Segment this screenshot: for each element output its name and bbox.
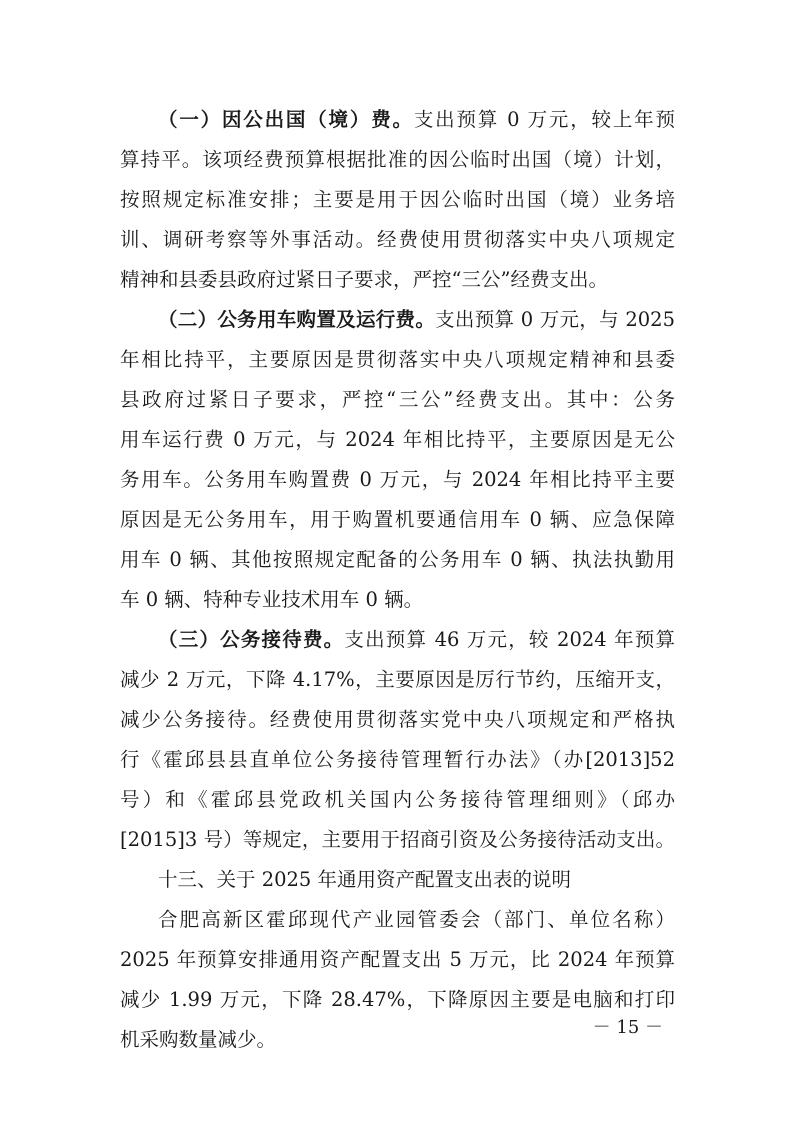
paragraph-line: [2015]3 号）等规定，主要用于招商引资及公务接待活动支出。 bbox=[120, 828, 675, 851]
subheading: （一）因公出国（境）费。 bbox=[158, 108, 414, 131]
paragraph-line: 减少 2 万元，下降 4.17%，主要原因是厉行节约，压缩开支， bbox=[120, 668, 675, 691]
paragraph-line: 机采购数量减少。 bbox=[120, 1028, 277, 1051]
paragraph-text: 支出预算 0 万元，与 2025 bbox=[435, 308, 675, 331]
paragraph-line: 减少公务接待。经费使用贯彻落实党中央八项规定和严格执 bbox=[120, 708, 675, 731]
paragraph-line: 号）和《霍邱县党政机关国内公务接待管理细则》（邱办 bbox=[120, 788, 675, 811]
paragraph-line: 算持平。该项经费预算根据批准的因公临时出国（境）计划， bbox=[120, 148, 675, 171]
paragraph-line: 年相比持平，主要原因是贯彻落实中央八项规定精神和县委 bbox=[120, 348, 675, 371]
paragraph-line: 原因是无公务用车，用于购置机要通信用车 0 辆、应急保障 bbox=[120, 508, 675, 531]
paragraph-line: 精神和县委县政府过紧日子要求，严控“三公”经费支出。 bbox=[120, 268, 608, 291]
paragraph-line: 按照规定标准安排；主要是用于因公临时出国（境）业务培 bbox=[120, 188, 675, 211]
paragraph-line: 车 0 辆、特种专业技术用车 0 辆。 bbox=[120, 588, 424, 611]
page-number: － 15 － bbox=[592, 1017, 663, 1038]
paragraph-line bbox=[158, 305, 675, 335]
paragraph-text: 支出预算 0 万元，较上年预 bbox=[413, 108, 675, 131]
paragraph-line bbox=[158, 105, 675, 135]
paragraph-text: 支出预算 46 万元，较 2024 年预算 bbox=[344, 628, 675, 651]
paragraph-line: 行《霍邱县县直单位公务接待管理暂行办法》（办[2013]52 bbox=[120, 748, 675, 771]
paragraph-line: 2025 年预算安排通用资产配置支出 5 万元，比 2024 年预算 bbox=[120, 948, 675, 971]
subheading: （三）公务接待费。 bbox=[158, 628, 345, 651]
paragraph-line: 县政府过紧日子要求，严控“三公”经费支出。其中：公务 bbox=[120, 388, 675, 411]
paragraph-line bbox=[158, 625, 675, 655]
paragraph-line: 务用车。公务用车购置费 0 万元，与 2024 年相比持平主要 bbox=[120, 468, 675, 491]
paragraph-line: 用车运行费 0 万元，与 2024 年相比持平，主要原因是无公 bbox=[120, 428, 675, 451]
paragraph-line: 用车 0 辆、其他按照规定配备的公务用车 0 辆、执法执勤用 bbox=[120, 548, 675, 571]
paragraph-line: 减少 1.99 万元，下降 28.47%，下降原因主要是电脑和打印 bbox=[120, 988, 675, 1011]
paragraph-line: 合肥高新区霍邱现代产业园管委会（部门、单位名称） bbox=[158, 908, 675, 931]
section-heading: 十三、关于 2025 年通用资产配置支出表的说明 bbox=[158, 868, 572, 891]
paragraph-line: 训、调研考察等外事活动。经费使用贯彻落实中央八项规定 bbox=[120, 228, 675, 251]
subheading: （二）公务用车购置及运行费。 bbox=[158, 308, 436, 331]
